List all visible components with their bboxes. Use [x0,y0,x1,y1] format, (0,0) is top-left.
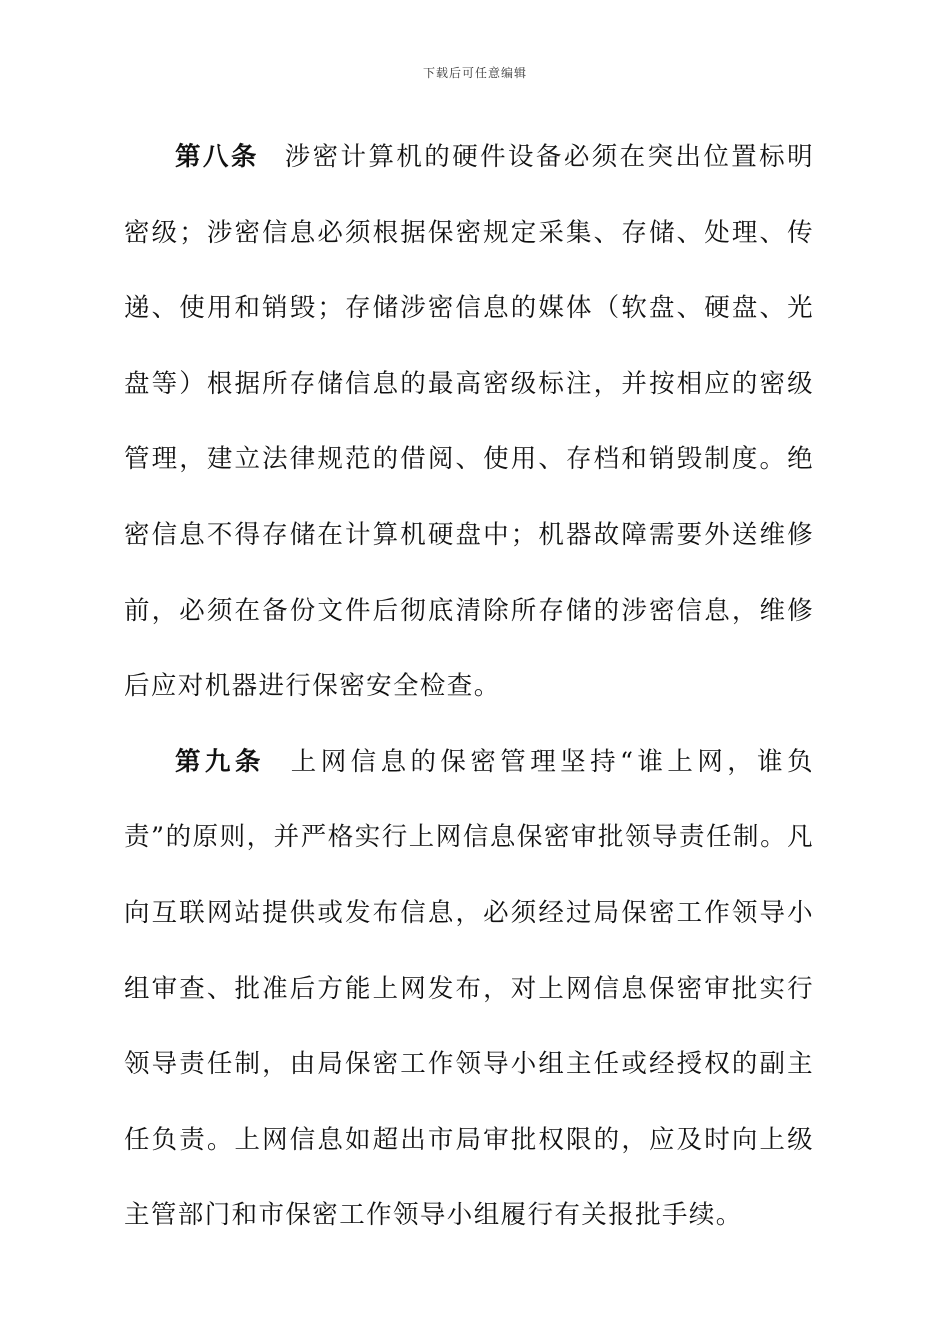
article-8-number: 第八条 [175,142,259,172]
article-8-text: 涉密计算机的硬件设备必须在突出位置标明密级；涉密信息必须根据保密规定采集、存储、处理、传递、使用和销毁；存储涉密信息的媒体（软盘、硬盘、光盘等）根据所存储信息的最高密级标注，并按相应的密级管理，建立法律规范的借阅、使用、存档和销毁制度。绝密信息不得存储在计算机硬盘中；机器故障需要外送维修前，必须在备份文件后彻底清除所存储的涉密信息，维修后应对机器进行保密安全检查。 [124,142,814,702]
article-8 [124,120,814,725]
article-9 [124,725,814,1254]
document-body [124,120,814,1254]
article-9-text: 上网信息的保密管理坚持“谁上网，谁负责”的原则，并严格实行上网信息保密审批领导责任制。凡向互联网站提供或发布信息，必须经过局保密工作领导小组审查、批准后方能上网发布，对上网信息保密审批实行领导责任制，由局保密工作领导小组主任或经授权的副主任负责。上网信息如超出市局审批权限的，应及时向上级主管部门和市保密工作领导小组履行有关报批手续。 [124,746,814,1231]
article-9-number: 第九条 [175,746,265,777]
page-header: 下载后可任意编辑 [422,66,527,80]
